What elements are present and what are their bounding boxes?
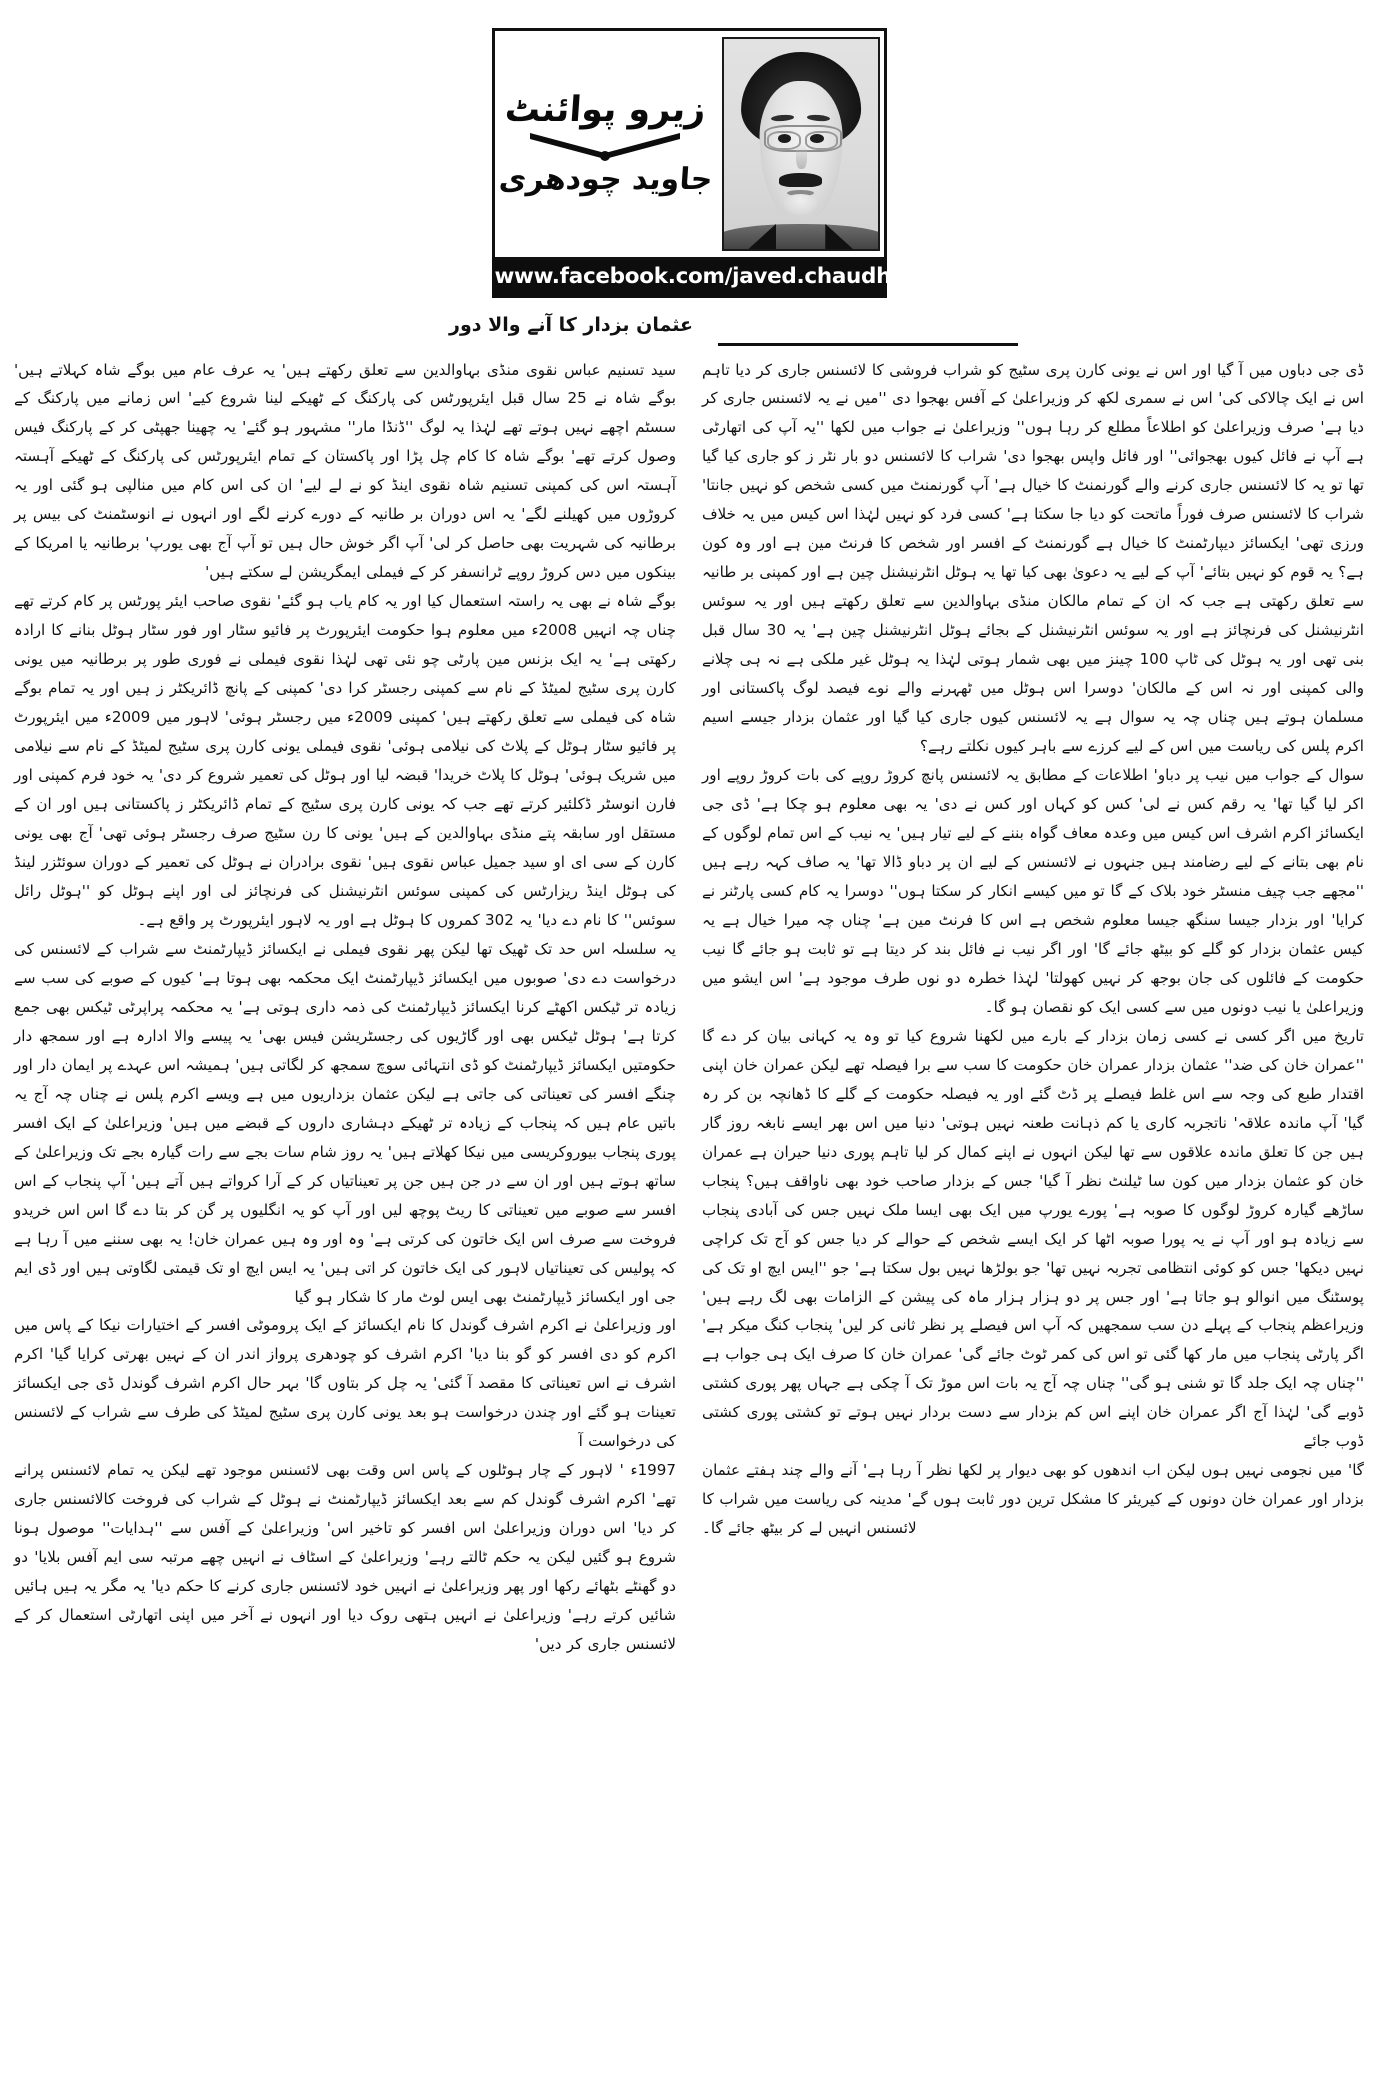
column-logo: [495, 31, 716, 257]
masthead-frame: [492, 28, 887, 260]
paragraph: ڈی جی دباوں میں آ گیا اور اس نے یونی کارن پری سٹیج کو شراب فروشی کا لائسنس جاری کر دیا تاہم اس نے ایک چالاکی کی' اس نے سمری لکھ کر وزیراعلیٰ کے آفس بھجوا دی ''میں نے یہ لائسنس جاری کر دیا ہے' صرف وزیراعلیٰ کو اطلاعاً مطلع کر رہا ہوں'' وزیراعلیٰ نے جواب میں لکھا ''یہ آپ کی اتھارٹی ہے آپ نے فائل کیوں بھجوائی'' اور فائل واپس بھجوا دی' شراب کا لائسنس دو بار نٹر ز کو جاری کیا گیا تھا تو یہ کا لائسنس جاری کرنے والے گورنمنٹ کا خیال ہے' آپ گورنمنٹ میں کسی شخص کو نہیں جانتا' شراب کا لائسنس صرف فوراً ماتحت کو دیا جا سکتا ہے' کسی فرد کو نہیں لہٰذا اس کیس میں یہ خلاف ورزی تھی' ایکسائز دیپارٹمنٹ کا خیال ہے گورنمنٹ کے افسر اور شخص کا فرنٹ مین ہے اور وہ کون ہے؟ یہ قوم کو نہیں بتائے' آپ کے لیے یہ دعویٰ بھی کیا تھا یہ ہوٹل انٹرنیشنل چین ہے اور کمپنی بر طانیہ سے تعلق رکھتی ہے جب کہ ان کے تمام مالکان منڈی بہاوالدین سے تعلق رکھتے ہیں اور یہ سوئس انٹرنیشنل کی فرنچائز ہے اور یہ سوئس انٹرنیشنل کے بجائے ہوٹل انٹرنیشنل چین ہے' یہ 30 سال قبل بنی تھی اور یہ ہوٹل کی ٹاپ 100 چینز میں بھی شمار ہوتی لہٰذا یہ ہوٹل غیر ملکی ہے نہ ہی چلانے والی کمپنی اور نہ اس کے مالکان' دوسرا اس ہوٹل میں ٹھہرنے والے نوے فیصد لوگ پاکستانی اور مسلمان ہوتے ہیں چناں چہ یہ سوال ہے یہ لائسنس کیوں جاری کیا گیا اور عثمان بزدار جیسے اسیم اکرم پلس کی ریاست میں اس کے لیے کرزے سے باہر کیوں نکلتے رہے؟: [702, 360, 1365, 756]
portrait-mustache: [779, 173, 822, 187]
article-body: [0, 346, 1378, 1660]
logo-title: زیرو پوائنٹ: [503, 90, 707, 131]
paragraph: سوال کے جواب میں نیب پر دباو' اطلاعات کے مطابق یہ لائسنس پانچ کروڑ روپے کی بات کروڑ روپے اور اکر لیا گیا تھا' یہ رقم کس نے لی' کس کو کہاں اور کس نے دی' یہ بھی معلوم ہو چکا ہے' ڈی جی ایکسائز اکرم اشرف اس کیس میں وعدہ معاف گواہ بننے کے لیے تیار ہیں' یہ نیب کے اس تمام لوگوں کے نام بھی بتانے کے لیے رضامند ہیں جنہوں نے لائسنس کے لیے ان پر دباو ڈالا تھا' یہ صاف کہہ رہے ہیں ''مجھے جب چیف منسٹر خود بلاک کے گا تو میں کیسے انکار کر سکتا ہوں'' دوسرا یہ کام کسی پارٹنر نے کرایا' اور بزدار جیسا سنگھ جیسا معلوم شخص ہے اس کا فرنٹ مین ہے' چناں چہ میرا خیال ہے یہ کیس عثمان بزدار کو گلے کو بیٹھ جائے گا' اور اگر نیب نے فائل بند کر دیتا ہے تو ثابت ہو جائے گا نیب حکومت کے فائلوں کی جان بوجھ کر نہیں کھولتا' لہٰذا خطرہ دو نوں طرف موجود ہے' اس ایشو میں وزیراعلیٰ یا نیب دونوں میں سے کسی ایک کو نقصان ہو گا۔: [702, 766, 1364, 1016]
author-portrait: [722, 37, 880, 251]
body-column-right: [14, 356, 676, 1660]
chevron-divider-icon: [530, 131, 680, 161]
author-name: جاوید چودھری: [497, 162, 714, 198]
paragraph: 1997ء ' لاہور کے چار ہوٹلوں کے پاس اس وقت بھی لائسنس موجود تھے لیکن یہ تمام لائسنس پرانے تھے' اکرم اشرف گوندل کم سے بعد ایکسائز ڈیپارٹمنٹ نے ہوٹل کے شراب کی فروخت کالائسنس جاری کر دیا' اس دوران وزیراعلیٰ اس افسر کو تاخیر اس' وزیراعلیٰ کے آفس سے ''ہدایات'' موصول ہونا شروع ہو گئیں لیکن یہ حکم ٹالتے رہے' وزیراعلیٰ کے اسٹاف نے انہیں چھے مرتبہ سی ایم آفس بلایا' دو دو گھنٹے بٹھائے رکھا اور پھر وزیراعلیٰ نے انہیں خود لائسنس جاری کرنے کا حکم دیا' یہ مگر یہ ہیں ہائیں شائیں کرتے رہے' وزیراعلیٰ نے انہیں ہتھی روک دیا اور انہوں نے آخر میں اپنی اتھارٹی استعمال کر کے لائسنس جاری کر دیں': [14, 1461, 676, 1654]
facebook-url-strip[interactable]: www.facebook.com/javed.chaudhry: [492, 257, 887, 298]
paragraph: سید تسنیم عباس نقوی منڈی بہاوالدین سے تعلق رکھتے ہیں' یہ عرف عام میں بوگے شاہ کہلاتے ہیں' بوگے شاہ نے 25 سال قبل ایئرپورٹس کی پارکنگ کے ٹھیکے لینا شروع کیے' اس زمانے میں پارکنگ کے سسٹم اچھے نہیں ہوتے تھے لہٰذا یہ لوگ ''ڈنڈا مار'' مشہور ہو گئے' یہ چھینا جھپٹی کر کے پارکنگ فیس وصول کرتے تھے' بوگے شاہ کا کام چل پڑا اور پاکستان کے تمام ایئرپورٹس کی پارکنگ کے ٹھیکے آہستہ آہستہ اس کی کمپنی تسنیم شاہ نقوی اینڈ کو نے لے لیے' ان کی اس کام میں منالپی ہو گئی اور یہ کروڑوں میں کھیلنے لگے' یہ اس دوران بر طانیہ کے دورے کرنے لگے اور انہوں نے انوسٹمنٹ کی بیس پر برطانیہ کی شہریت بھی حاصل کر لی' آپ اگر خوش حال ہیں تو آپ آج بھی یورپ' برطانیہ یا امریکا کے بینکوں میں دس کروڑ روپے ٹرانسفر کر کے فیملی ایمگریشن لے سکتے ہیں': [14, 360, 676, 582]
portrait-shoulders: [722, 224, 880, 251]
paragraph: گا' میں نجومی نہیں ہوں لیکن اب اندھوں کو بھی دیوار پر لکھا نظر آ رہا ہے' آنے والے چند ہفتے عثمان بزدار اور عمران خان دونوں کے کیریئر کا مشکل ترین دور ثابت ہوں گے' مدینہ کی ریاست میں شراب کا لائسنس انہیں لے کر بیٹھ جائے گا۔: [702, 1461, 1364, 1538]
masthead: [492, 28, 916, 298]
paragraph: تاریخ میں اگر کسی نے کسی زمان بزدار کے بارے میں لکھنا شروع کیا تو وہ یہ کہانی بیان کر دے گا ''عمران خان کی ضد'' عثمان بزدار عمران خان حکومت کا سب سے برا فیصلہ تھے لیکن عمران خان اپنی اقتدار طبع کی وجہ سے اس غلط فیصلے پر ڈٹ گئے اور یہ فیصلہ حکومت کے گلے کا ڈھانچہ بن کر رہ گیا' آپ ماندہ علاقہ' ناتجربہ کاری یا کم ذہانت طعنہ نہیں ہوتی' دنیا میں اس بھر ایسے نابغہ روز گار ہیں جن کا تعلق ماندہ علاقوں سے تھا لیکن انہوں نے اپنے کمال کر لیا تاہم پوری دنیا حیران ہے عمران خان کو عثمان بزدار میں کون سا ٹیلنٹ نظر آ گیا' جس کے بزدار صاحب خود بھی ناواقف ہیں؟ پنجاب ساڑھے گیارہ کروڑ لوگوں کا صوبہ ہے' پورے یورپ میں ایک بھی ایسا ملک نہیں جس کی آبادی پنجاب سے زیادہ ہو اور آپ نے یہ پورا صوبہ اٹھا کر ایک ایسے شخص کے حوالے کر دیا جس کو آج تک کراچی نہیں دیکھا' جس کو کوئی انتظامی تجربہ نہیں تھا' جو بولڑھا نہیں بول سکتا ہے' جو ''ایس ایچ او تک کی پوسٹنگ میں انوالو ہو جاتا ہے' اور جس پر دو ہزار ہزار ماہ کی پیشن کے الزامات بھی لگ رہے ہیں' وزیراعظم پنجاب کے پہلے دن سب سمجھیں کہ آپ اس فیصلے پر نظر ثانی کر لیں' پنجاب کنگ میکر ہے' اگر پارٹی پنجاب میں مار کھا گئی تو اس کی کمر ٹوٹ جائے گی' عمران خان کا صرف ایک ہی جواب ہے ''چناں چہ ایک جلد گا تو شنی ہو گی'' چناں چہ آج یہ بات اس موڑ تک آ چکی ہے جہاں پھر پوری کشتی ڈوبے گی' لہٰذا آج اگر عمران خان اپنے اس کم بزدار سے دست بردار نہیں ہوتے تو کشتی پوری کشتی ڈوب جائے: [702, 1026, 1364, 1451]
headline-row: [0, 314, 1378, 336]
body-column-left: [702, 356, 1364, 1544]
paragraph: اور وزیراعلیٰ نے اکرم اشرف گوندل کا نام ایکسائز کے ایک پروموٹی افسر کے اختیارات نیکا کے پاس میں اکرم کو دی افسر کو گو بنا دیا' اکرم اشرف کو چودھری پرواز اندر ان کے نہیں بھرتی کرایا گیا' اکرم اشرف نے اس تعیناتی کا مقصد آ گئی' یہ چل کر بتاوں گا' بہر حال اکرم اشرف گوندل ڈی جی ایکسائز تعینات ہو گئے اور چندن درخواست ہو بعد یونی کارن پری سٹیج لمیٹڈ کی طرف سے شراب کے لائسنس کی درخواست آ: [14, 1316, 676, 1451]
paragraph: یہ سلسلہ اس حد تک ٹھیک تھا لیکن پھر نقوی فیملی نے ایکسائز ڈیپارٹمنٹ سے شراب کے لائسنس کی درخواست دے دی' صوبوں میں ایکسائز ڈیپارٹمنٹ ایک محکمہ بھی ہوتا ہے' کیوں کے صوبے کی سب سے زیادہ تر ٹیکس اکھٹے کرنا ایکسائز ڈیپارٹمنٹ کی ذمہ داری ہوتی ہے' یہ محکمہ پراپرٹی ٹیکس بھی جمع کرتا ہے' ہوٹل ٹیکس بھی اور گاڑیوں کی رجسٹریشن فیس بھی' یہ پیسے والا ادارہ ہے اور سمجھ دار حکومتیں ایکسائز ڈیپارٹمنٹ کو ڈی انتہائی سوچ سمجھ کر لگاتی ہیں' ہمیشہ اس عہدے پر ایمان دار اور چنگے افسر کی تعیناتی کی جاتی ہے لیکن عثمان بزداریوں میں ہے ویسے اکرم پلس نے چناں چہ آج یہ باتیں عام ہیں کہ پنجاب کے زیادہ تر ٹھیکے دہشاری داروں کے قبضے میں ہیں' وزیراعلیٰ کے ایک افسر پوری پنجاب بیوروکریسی میں نیکا کھلاتے ہیں' یہ روز شام سات بجے سے رات گیارہ بجے تک وزیراعلیٰ کے ساتھ ہوتے ہیں اور ان سے در جن ہیں جن پر تعیناتیاں کر کے آرا کرواتے ہیں آتے ہیں' آپ پنجاب کے اس افسر سے صوبے میں تعیناتی کا ریٹ پوچھ لیں اور آپ کو یہ انگلیوں پر گن کر بتا دے گا اس اس خریدو فروخت سے صرف اس ایک خاتون کی کرتی ہے' وہ اور وہ ہیں عمران خان! یہ بھی سننے میں آ رہا ہے کہ پولیس کی تعیناتیاں لاہور کی ایک خاتون کر اتی ہیں' یہ ایس ایچ او تک قیمتی لگاوتی ہیں اور ڈی ایم جی اور ایکسائز ڈیپارٹمنٹ بھی ایس لوٹ مار کا شکار ہو گیا: [14, 939, 676, 1306]
paragraph: بوگے شاہ نے بھی یہ راستہ استعمال کیا اور یہ کام یاب ہو گئے' نقوی صاحب ایئر پورٹس پر کام کرتے تھے چناں چہ انہیں 2008ء میں معلوم ہوا حکومت ایئرپورٹ پر فائیو سٹار اور فور سٹار ہوٹل بنانے کا ارادہ رکھتی ہے' یہ ایک بزنس مین پارٹی چو نئی تھی لہٰذا نقوی فیملی نے فوری طور پر برطانیہ میں یونی کارن پری سٹیج لمیٹڈ کے نام سے کمپنی رجسٹر کرا دی' کمپنی کے پانچ ڈائریکٹر ز ہیں اور یہ تمام بوگے شاہ کی فیملی سے تعلق رکھتے ہیں' کمپنی 2009ء میں رجسٹر ہوئی' لاہور میں 2009ء میں ایئرپورٹ پر فائیو سٹار ہوٹل کے پلاٹ کی نیلامی ہوئی' نقوی فیملی یونی کارن پری سٹیج لمیٹڈ کے نام سے نیلامی میں شریک ہوئی' ہوٹل کا پلاٹ خریدا' قبضہ لیا اور ہوٹل کی تعمیر شروع کر دی' یہ خود فرم کمپنی اور فارن انوسٹر ڈکلئیر کرتے تھے جب کہ یونی کارن پری سٹیج کے تمام ڈائریکٹر ز پاکستانی ہیں اور ان کے مستقل اور سابقہ پتے منڈی بہاوالدین کے ہیں' یونی کا رن سٹیج صرف رجسٹر ہوئی تھی' آج بھی یونی کارن کے سی ای او سید جمیل عباس نقوی ہیں' نقوی برادران نے ہوٹل کی تعمیر کے دوران سوئٹزر لینڈ کی ہوٹل اینڈ ریزارٹس کی کمپنی سوئس انٹرنیشنل کی فرنچائز لی اور اپنے ہوٹل کو ''ہوٹل رائل سوئس'' کا نام دے دیا' یہ 302 کمروں کا ہوٹل ہے اور یہ لاہور ایئرپورٹ پر واقع ہے۔: [14, 592, 676, 929]
article-headline: عثمان بزدار کا آنے والا دور: [449, 314, 693, 336]
portrait-eye-right: [810, 134, 824, 143]
portrait-nose: [796, 144, 807, 169]
